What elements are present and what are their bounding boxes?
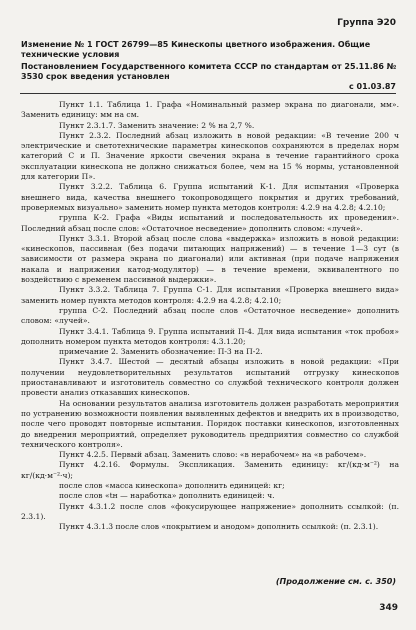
paragraph: примечание 2. Заменить обозначение: П-3 на П-2. — [59, 347, 263, 357]
paragraph: Пункт 3.3.1. Второй абзац после слова «выдержка» изложить в новой редакции: «кинескопов, пассивная (без подачи питающих напряжений) — в течение 1—3 сут (в зависимости от размера экрана по диагонали) или активная (при подаче напряжения накала и напряжения катод-модулятор) — в течение времени, эквивалентного по воздействию с временем пассивной выдержки». — [21, 233, 399, 285]
paragraph: Пункт 4.2.5. Первый абзац. Заменить слово: «в нерабочем» на «в рабочем». — [59, 450, 367, 460]
continuation-note: (Продолжение см. с. 350) — [275, 577, 396, 586]
paragraph: группа К-2. Графа «Виды испытаний и последовательность их проведения». Последний абзац после слов: «Остаточное несведение» дополнить словом: «лучей». — [21, 213, 399, 233]
change-title: Изменение № 1 ГОСТ 26799—85 Кинескопы цветного изображения. Общие технические условия — [21, 40, 371, 59]
paragraph: Пункт 4.3.1.3 после слов «покрытием и анодом» дополнить ссылкой: (п. 2.3.1). — [59, 522, 379, 532]
paragraph: Пункт 4.2.16. Формулы. Экспликация. Заменить единицу: кг/(кд·м⁻²) на кг/(кд·м⁻²·ч); — [21, 460, 399, 480]
paragraph: Пункт 4.3.1.2 после слов «фокусирующее напряжение» дополнить ссылкой: (п. 2.3.1). — [21, 501, 399, 521]
paragraph: Пункт 2.3.2. Последний абзац изложить в новой редакции: «В течение 200 ч электрические и светотехнические параметры кинескопов сохраняются в пределах норм категорий С и П. Значение яркости свечения экрана в течение гарантийного срока эксплуатации кинескопа не должно снижаться более, чем на 15 % нормы, установленной для категории П». — [21, 130, 399, 182]
paragraph: Пункт 3.4.1. Таблица 9. Группа испытаний П-4. Для вида испытания «ток пробоя» дополнить номером пункта методов контроля: 4.3.1.20; — [21, 326, 399, 346]
paragraph: после слов «масса кинескопа» дополнить единицей: кг; — [59, 480, 285, 490]
paragraph: после слов «tн — наработка» дополнить единицей: ч. — [59, 491, 275, 501]
paragraph: Пункт 3.3.2. Таблица 7. Группа С-1. Для испытания «Проверка внешнего вида» заменить номер пункта методов контроля: 4.2.9 на 4.2.8; 4.2.10; — [21, 285, 399, 305]
paragraph: Пункт 1.1. Таблица 1. Графа «Номинальный размер экрана по диагонали, мм». Заменить единицу: мм на см. — [21, 100, 399, 120]
page-number: 349 — [379, 603, 398, 613]
resolution-line: Постановлением Государственного комитета СССР по стандартам от 25.11.86 № 3530 срок введения установлен — [21, 62, 397, 81]
paragraph: Пункт 2.3.1.7. Заменить значение: 2 % на 2,7 %. — [59, 120, 255, 130]
paragraph: Пункт 3.4.7. Шестой — десятый абзацы изложить в новой редакции: «При получении неудовлетворительных результатов испытаний отгрузку кинескопов приостанавливают и изготовитель совместно со службой технического контроля должен провести анализ отказавших кинескопов. — [21, 357, 399, 398]
header-divider — [20, 93, 396, 94]
effective-date: с 01.03.87 — [348, 82, 396, 91]
group-label: Группа Э20 — [337, 18, 396, 28]
document-body — [21, 100, 399, 532]
paragraph: группа С-2. Последний абзац после слов «Остаточное несведение» дополнить словом: «лучей». — [21, 305, 399, 326]
paragraph: На основании результатов анализа изготовитель должен разработать мероприятия по устранению возможности появления выявленных дефектов и внедрить их в производство, после чего проводят повторные испытания. Порядок поставки кинескопов, изготовленных до внедрения мероприятий, определяет руководитель предприятия совместно со службой технического контроля». — [21, 398, 399, 449]
paragraph: Пункт 3.2.2. Таблица 6. Группа испытаний К-1. Для испытания «Проверка внешнего вида, качества внешнего токопроводящего покрытия и других требований, проверяемых визуально» заменить номер пункта методов контроля: 4.2.9 на 4.2.8; 4.2.10; — [21, 182, 399, 212]
